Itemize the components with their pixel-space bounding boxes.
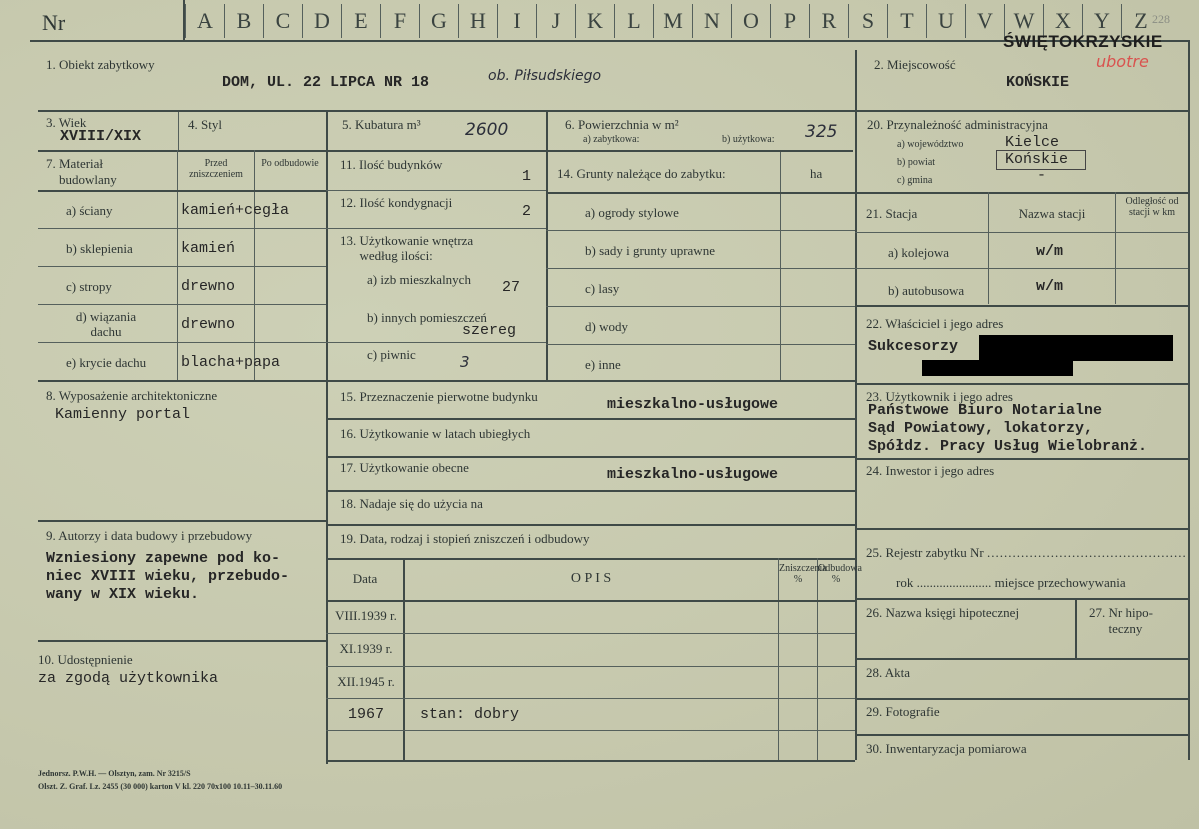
f23-line-1: Państwowe Biuro Notarialne bbox=[868, 402, 1103, 419]
f16-label: 16. Użytkowanie w latach ubiegłych bbox=[340, 426, 531, 441]
f5-label: 5. Kubatura m³ bbox=[342, 117, 421, 132]
f7-row-before: blacha+papa bbox=[181, 354, 281, 371]
f15-value: mieszkalno-usługowe bbox=[607, 396, 779, 413]
f12-label: 12. Ilość kondygnacji bbox=[340, 195, 453, 210]
index-letter: H bbox=[458, 4, 497, 38]
f10-value: za zgodą użytkownika bbox=[38, 670, 219, 687]
f4-label: 4. Styl bbox=[188, 117, 222, 132]
index-letter: Y bbox=[1082, 4, 1121, 38]
index-letter: B bbox=[224, 4, 263, 38]
f24-label: 24. Inwestor i jego adres bbox=[866, 463, 995, 478]
f3-label: 3. Wiek bbox=[46, 115, 87, 130]
f21-b-label: b) autobusowa bbox=[888, 283, 965, 298]
f13-c-label: c) piwnic bbox=[367, 347, 416, 362]
index-letter: I bbox=[497, 4, 536, 38]
f21-a-value: w/m bbox=[1036, 243, 1064, 260]
f20-a-value: Kielce bbox=[1005, 134, 1060, 151]
f20-b-label: b) powiat bbox=[897, 157, 936, 168]
corner-number: 228 bbox=[1152, 12, 1170, 26]
f25-rok: rok ....................... miejsce przechowywania bbox=[896, 575, 1126, 590]
f19-col-data: Data bbox=[352, 571, 378, 586]
f21-a-label: a) kolejowa bbox=[888, 245, 950, 260]
f7-row-label: a) ściany bbox=[66, 203, 113, 218]
f17-label: 17. Użytkowanie obecne bbox=[340, 460, 469, 475]
f20-b-value: Końskie bbox=[1005, 151, 1069, 168]
f23-label: 23. Użytkownik i jego adres bbox=[866, 389, 1013, 404]
f20-c-value: - bbox=[1037, 167, 1047, 184]
f7-row-before: kamień bbox=[181, 240, 236, 257]
index-letter: D bbox=[302, 4, 341, 38]
f14-row-label: a) ogrody stylowe bbox=[585, 205, 679, 220]
f7-col2: Po odbudowie bbox=[261, 158, 319, 169]
f2-value: KOŃSKIE bbox=[1006, 74, 1070, 91]
f6-sub-a: a) zabytkowa: bbox=[583, 134, 640, 145]
f3-value: XVIII/XIX bbox=[60, 128, 142, 145]
red-annotation: ubotre bbox=[1096, 52, 1149, 71]
f19-label: 19. Data, rodzaj i stopień zniszczeń i odbudowy bbox=[340, 531, 590, 546]
index-letter: E bbox=[341, 4, 380, 38]
footer-line-2: Olszt. Z. Graf. Lz. 2455 (30 000) karton V kl. 220 70x100 10.11–30.11.60 bbox=[38, 782, 283, 791]
index-letter: L bbox=[614, 4, 653, 38]
f7-label: 7. Materiał budowlany bbox=[46, 156, 117, 187]
f21-col-dist: Odległość od stacji w km bbox=[1125, 196, 1179, 218]
f13-c-value: 3 bbox=[460, 353, 470, 371]
index-letter: F bbox=[380, 4, 419, 38]
f14-row-label: d) wody bbox=[585, 319, 628, 334]
f23-line-3: Spółdz. Pracy Usług Wielobranż. bbox=[868, 438, 1148, 455]
f20-c-label: c) gmina bbox=[897, 175, 933, 186]
f7-row-label: d) wiązania dachu bbox=[75, 309, 137, 339]
f10-label: 10. Udostępnienie bbox=[38, 652, 133, 667]
f7-row-before: drewno bbox=[181, 278, 236, 295]
f14-row-label: c) lasy bbox=[585, 281, 620, 296]
f7-row-label: e) krycie dachu bbox=[66, 355, 147, 370]
index-letter: P bbox=[770, 4, 809, 38]
f19-row-date: 1967 bbox=[347, 706, 384, 723]
f9-label: 9. Autorzy i data budowy i przebudowy bbox=[46, 528, 253, 543]
f9-line-1: Wzniesiony zapewne pod ko- bbox=[46, 550, 281, 567]
index-letter: T bbox=[887, 4, 926, 38]
f25-label: 25. Rejestr zabytku Nr ............................................... bbox=[866, 545, 1187, 560]
f14-unit: ha bbox=[810, 166, 823, 181]
f11-value: 1 bbox=[522, 168, 532, 185]
f11-label: 11. Ilość budynków bbox=[340, 157, 443, 172]
f19-row-date: XI.1939 r. bbox=[339, 641, 393, 656]
index-letter: N bbox=[692, 4, 731, 38]
f7-col1: Przed zniszczeniem bbox=[189, 158, 243, 180]
f6-label: 6. Powierzchnia w m² bbox=[565, 117, 679, 132]
nr-label: Nr bbox=[42, 10, 66, 35]
f13-a-label: a) izb mieszkalnych bbox=[367, 272, 471, 287]
f21-label: 21. Stacja bbox=[866, 206, 918, 221]
index-letter: X bbox=[1043, 4, 1082, 38]
f1-label: 1. Obiekt zabytkowy bbox=[46, 57, 155, 72]
index-letter: W bbox=[1004, 4, 1043, 38]
f7-row-before: drewno bbox=[181, 316, 236, 333]
f30-label: 30. Inwentaryzacja pomiarowa bbox=[866, 741, 1027, 756]
f13-b-value: szereg bbox=[462, 322, 517, 339]
f1-handwritten: ob. Piłsudskiego bbox=[488, 68, 602, 84]
f7-row-label: c) stropy bbox=[66, 279, 112, 294]
f6-value-b: 325 bbox=[805, 122, 838, 142]
f14-row-label: e) inne bbox=[585, 357, 621, 372]
f6-sub-b: b) użytkowa: bbox=[722, 134, 775, 145]
f17-value: mieszkalno-usługowe bbox=[607, 466, 779, 483]
f23-line-2: Sąd Powiatowy, lokatorzy, bbox=[868, 420, 1094, 437]
index-letter: C bbox=[263, 4, 302, 38]
index-letter: J bbox=[536, 4, 575, 38]
f20-a-label: a) województwo bbox=[897, 139, 964, 150]
index-letter: U bbox=[926, 4, 965, 38]
f13-b-label: b) innych pomieszczeń bbox=[367, 310, 487, 325]
f1-value: DOM, UL. 22 LIPCA NR 18 bbox=[222, 74, 430, 91]
f8-label: 8. Wyposażenie architektoniczne bbox=[46, 388, 218, 403]
index-letter: V bbox=[965, 4, 1004, 38]
f12-value: 2 bbox=[522, 203, 532, 220]
index-letter: S bbox=[848, 4, 887, 38]
f19-col-opis: O P I S bbox=[570, 571, 612, 586]
f19-col-odb: Odbudowa % bbox=[818, 563, 862, 585]
f19-col-zn: Zniszczenia % bbox=[779, 563, 827, 585]
f15-label: 15. Przeznaczenie pierwotne budynku bbox=[340, 389, 538, 404]
index-letter: O bbox=[731, 4, 770, 38]
f19-row-desc: stan: dobry bbox=[420, 706, 520, 723]
f9-line-2: niec XVIII wieku, przebudo- bbox=[46, 568, 290, 585]
f7-row-before: kamień+cegła bbox=[181, 202, 290, 219]
redaction-bar bbox=[979, 335, 1173, 361]
f9-line-3: wany w XIX wieku. bbox=[46, 586, 200, 603]
f18-label: 18. Nadaje się do użycia na bbox=[340, 496, 483, 511]
f22-label: 22. Właściciel i jego adres bbox=[866, 316, 1004, 331]
f28-label: 28. Akta bbox=[866, 665, 911, 680]
f13-a-value: 27 bbox=[502, 279, 521, 296]
f2-label: 2. Miejscowość bbox=[874, 57, 956, 72]
f20-label: 20. Przynależność administracyjna bbox=[867, 117, 1048, 132]
f14-row-label: b) sady i grunty uprawne bbox=[585, 243, 715, 258]
f22-value: Sukcesorzy bbox=[868, 338, 959, 355]
index-letter: A bbox=[185, 4, 224, 38]
footer-line-1: Jednorsz. P.W.H. — Olsztyn, zam. Nr 3215/S bbox=[38, 769, 191, 778]
index-letter: R bbox=[809, 4, 848, 38]
f8-value: Kamienny portal bbox=[55, 406, 191, 423]
index-letter: M bbox=[653, 4, 692, 38]
redaction-bar bbox=[922, 360, 1073, 376]
index-letter: Z bbox=[1121, 4, 1160, 38]
index-letter: G bbox=[419, 4, 458, 38]
f27-label: 27. Nr hipo- teczny bbox=[1089, 605, 1153, 636]
f5-value: 2600 bbox=[465, 120, 509, 140]
f13-label: 13. Użytkowanie wnętrza według ilości: bbox=[340, 233, 474, 263]
f14-label: 14. Grunty należące do zabytku: bbox=[557, 166, 726, 181]
f21-col-name: Nazwa stacji bbox=[1018, 206, 1086, 221]
f21-b-value: w/m bbox=[1036, 278, 1064, 295]
index-letter: K bbox=[575, 4, 614, 38]
f19-row-date: XII.1945 r. bbox=[337, 674, 395, 689]
region-stamp: ŚWIĘTOKRZYSKIE bbox=[1003, 32, 1163, 51]
f19-row-date: VIII.1939 r. bbox=[335, 608, 397, 623]
f26-label: 26. Nazwa księgi hipotecznej bbox=[866, 605, 1020, 620]
f7-row-label: b) sklepienia bbox=[66, 241, 133, 256]
f29-label: 29. Fotografie bbox=[866, 704, 940, 719]
